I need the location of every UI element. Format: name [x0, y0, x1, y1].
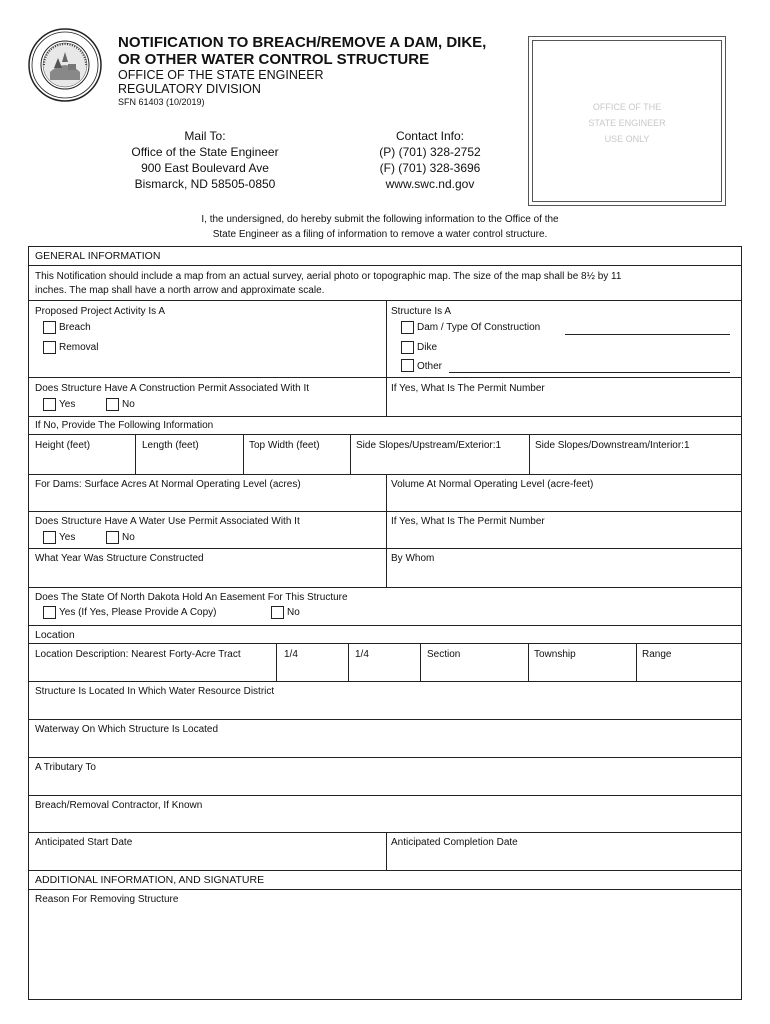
quarter-1-label: 1/4 — [284, 649, 298, 660]
mail-line-3: Bismarck, ND 58505-0850 — [134, 177, 276, 191]
contact-heading: Contact Info: — [395, 129, 465, 143]
dam-construction-type-field[interactable] — [565, 334, 730, 335]
removal-checkbox[interactable] — [43, 341, 56, 354]
office-name: OFFICE OF THE STATE ENGINEER — [118, 68, 324, 82]
office-use-only-box — [528, 36, 726, 206]
other-label: Other — [417, 361, 443, 372]
contact-info-block — [345, 128, 515, 192]
range-label: Range — [642, 649, 672, 660]
title-line-2: OR OTHER WATER CONTROL STRUCTURE — [118, 51, 430, 68]
form-number: SFN 61403 (10/2019) — [118, 97, 205, 107]
contractor-label: Breach/Removal Contractor, If Known — [35, 800, 203, 811]
dam-checkbox[interactable] — [401, 321, 414, 334]
township-label: Township — [534, 649, 576, 660]
mail-heading: Mail To: — [184, 129, 226, 143]
structure-type-label: Structure Is A — [391, 306, 452, 317]
map-note-line-1: This Notification should include a map from an actual survey, aerial photo or topographic map. The size of the map shall be 8½ by 11 — [35, 271, 622, 282]
start-date-label: Anticipated Start Date — [35, 837, 133, 848]
mail-line-1: Office of the State Engineer — [131, 145, 279, 159]
water-use-no-checkbox[interactable] — [106, 531, 119, 544]
side-slopes-downstream-label: Side Slopes/Downstream/Interior:1 — [535, 440, 690, 451]
quarter-2-label: 1/4 — [355, 649, 369, 660]
water-district-label: Structure Is Located In Which Water Resource District — [35, 686, 275, 697]
water-use-no-label: No — [122, 532, 135, 543]
contact-fax: (F) (701) 328-3696 — [379, 161, 481, 175]
water-use-permit-question: Does Structure Have A Water Use Permit Associated With It — [35, 516, 300, 527]
year-constructed-label: What Year Was Structure Constructed — [35, 553, 204, 564]
water-use-permit-number-label: If Yes, What Is The Permit Number — [391, 516, 545, 527]
use-only-line-2: STATE ENGINEER — [588, 118, 666, 128]
reason-label: Reason For Removing Structure — [35, 894, 179, 905]
state-seal-logo — [28, 28, 102, 102]
waterway-label: Waterway On Which Structure Is Located — [35, 724, 219, 735]
completion-date-label: Anticipated Completion Date — [391, 837, 518, 848]
length-label: Length (feet) — [142, 440, 199, 451]
dike-label: Dike — [417, 342, 438, 353]
reason-text-area[interactable] — [30, 909, 740, 997]
map-note-line-2: inches. The map shall have a north arrow and approximate scale. — [35, 285, 325, 296]
dike-checkbox[interactable] — [401, 341, 414, 354]
location-description-label: Location Description: Nearest Forty-Acre Tract — [35, 649, 241, 660]
office-heading — [118, 68, 324, 96]
notification-form — [28, 246, 742, 1000]
other-structure-field[interactable] — [449, 372, 730, 373]
height-label: Height (feet) — [35, 440, 91, 451]
mail-line-2: 900 East Boulevard Ave — [141, 161, 269, 175]
by-whom-label: By Whom — [391, 553, 435, 564]
title-line-1: NOTIFICATION TO BREACH/REMOVE A DAM, DIKE, — [118, 34, 487, 51]
tributary-label: A Tributary To — [35, 762, 96, 773]
general-info-header: GENERAL INFORMATION — [35, 250, 161, 262]
location-header: Location — [35, 629, 75, 641]
dam-label: Dam / Type Of Construction — [417, 322, 541, 333]
contact-web[interactable]: www.swc.nd.gov — [385, 177, 475, 191]
division-name: REGULATORY DIVISION — [118, 82, 261, 96]
activity-label: Proposed Project Activity Is A — [35, 306, 166, 317]
construction-permit-no-checkbox[interactable] — [106, 398, 119, 411]
easement-no-label: No — [287, 607, 300, 618]
easement-question: Does The State Of North Dakota Hold An Easement For This Structure — [35, 592, 348, 603]
surface-acres-label: For Dams: Surface Acres At Normal Operating Level (acres) — [35, 479, 301, 490]
form-title — [118, 34, 538, 68]
breach-label: Breach — [59, 322, 91, 333]
water-use-yes-checkbox[interactable] — [43, 531, 56, 544]
use-only-line-1: OFFICE OF THE — [592, 102, 662, 112]
side-slopes-upstream-label: Side Slopes/Upstream/Exterior:1 — [356, 440, 502, 451]
breach-checkbox[interactable] — [43, 321, 56, 334]
construction-permit-number-label: If Yes, What Is The Permit Number — [391, 383, 545, 394]
construction-permit-yes-checkbox[interactable] — [43, 398, 56, 411]
contact-phone: (P) (701) 328-2752 — [379, 145, 481, 159]
volume-label: Volume At Normal Operating Level (acre-feet) — [391, 479, 594, 490]
removal-label: Removal — [59, 342, 99, 353]
easement-yes-label: Yes (If Yes, Please Provide A Copy) — [59, 607, 217, 618]
intro-line-1: I, the undersigned, do hereby submit the following information to the Office of the — [201, 214, 559, 225]
construction-permit-no-label: No — [122, 399, 135, 410]
if-no-provide-label: If No, Provide The Following Information — [35, 420, 214, 431]
easement-no-checkbox[interactable] — [271, 606, 284, 619]
intro-line-2: State Engineer as a filing of information to remove a water control structure. — [212, 229, 548, 240]
construction-permit-yes-label: Yes — [59, 399, 76, 410]
intro-statement — [100, 212, 660, 242]
use-only-line-3: USE ONLY — [604, 134, 650, 144]
easement-yes-checkbox[interactable] — [43, 606, 56, 619]
mail-to-block — [110, 128, 300, 192]
section-label: Section — [427, 649, 461, 660]
water-use-yes-label: Yes — [59, 532, 76, 543]
additional-info-header: ADDITIONAL INFORMATION, AND SIGNATURE — [35, 874, 265, 886]
other-checkbox[interactable] — [401, 359, 414, 372]
top-width-label: Top Width (feet) — [249, 440, 320, 451]
construction-permit-question: Does Structure Have A Construction Permit Associated With It — [35, 383, 310, 394]
